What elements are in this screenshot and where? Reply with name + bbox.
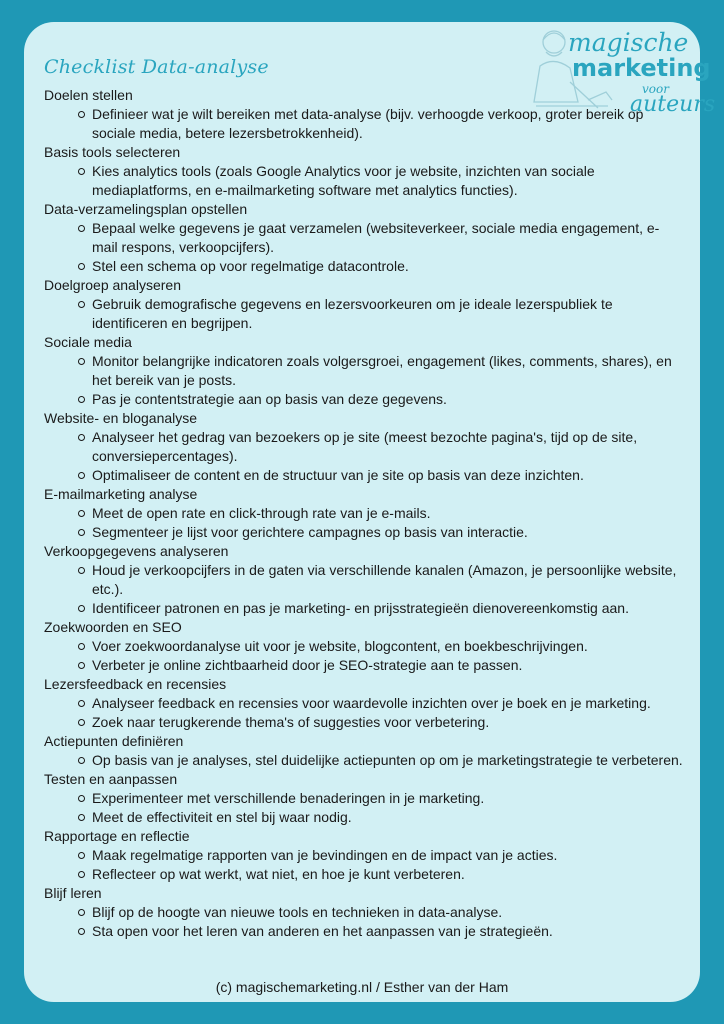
logo-line-auteurs: auteurs	[630, 92, 716, 117]
list-item: Reflecteer op wat werkt, wat niet, en hoe je kunt verbeteren.	[92, 865, 684, 884]
list-item: Experimenteer met verschillende benaderingen in je marketing.	[92, 789, 684, 808]
section-heading: Doelgroep analyseren	[44, 277, 181, 293]
section-heading: Blijf leren	[44, 885, 102, 901]
section-heading: Verkoopgegevens analyseren	[44, 543, 229, 559]
section-item-list	[44, 751, 684, 770]
checklist-section	[44, 143, 684, 200]
checklist-card	[24, 22, 716, 1002]
list-item: Meet de open rate en click-through rate van je e-mails.	[92, 504, 684, 523]
section-item-list	[44, 561, 684, 618]
section-item-list	[44, 504, 684, 542]
checklist-section	[44, 618, 684, 675]
list-item: Op basis van je analyses, stel duidelijke actiepunten op om je marketingstrategie te verbeteren.	[92, 752, 683, 768]
checklist-section	[44, 884, 684, 941]
checklist-section	[44, 770, 684, 827]
list-item: Blijf op de hoogte van nieuwe tools en technieken in data-analyse.	[92, 903, 684, 922]
section-item-list	[44, 903, 684, 941]
list-item: Bepaal welke gegevens je gaat verzamelen (websiteverkeer, sociale media engagement, e-mail respons, verkoopcijfers).	[92, 219, 684, 257]
list-item: Optimaliseer de content en de structuur van je site op basis van deze inzichten.	[92, 466, 684, 485]
list-item: Houd je verkoopcijfers in de gaten via verschillende kanalen (Amazon, je persoonlijke website, etc.).	[92, 561, 684, 599]
section-heading: Zoekwoorden en SEO	[44, 619, 182, 635]
checklist-section	[44, 409, 684, 485]
list-item: Gebruik demografische gegevens en lezersvoorkeuren om je ideale lezerspubliek te identificeren en begrijpen.	[92, 295, 684, 333]
list-item: Definieer wat je wilt bereiken met data-analyse (bijv. verhoogde verkoop, groter bereik op sociale media, betere lezersbetrokkenheid).	[92, 105, 684, 143]
logo-line-marketing: marketing	[572, 54, 711, 82]
section-heading: E-mailmarketing analyse	[44, 486, 198, 502]
section-heading: Basis tools selecteren	[44, 144, 181, 160]
logo-line-voor: voor	[642, 82, 669, 96]
list-item: Monitor belangrijke indicatoren zoals volgersgroei, engagement (likes, comments, shares), en het bereik van je posts.	[92, 352, 684, 390]
list-item: Verbeter je online zichtbaarheid door je SEO-strategie aan te passen.	[92, 656, 684, 675]
checklist-sections	[44, 86, 684, 941]
list-item: Segmenteer je lijst voor gerichtere campagnes op basis van interactie.	[92, 523, 684, 542]
checklist-section	[44, 200, 684, 276]
checklist-section	[44, 333, 684, 409]
section-item-list	[44, 352, 684, 409]
list-item: Analyseer feedback en recensies voor waardevolle inzichten over je boek en je marketing.	[92, 694, 684, 713]
page-title: Checklist Data-analyse	[44, 56, 269, 78]
section-item-list	[44, 295, 684, 333]
section-item-list	[44, 694, 684, 732]
copyright-footer: (c) magischemarketing.nl / Esther van der Ham	[215, 979, 509, 995]
section-item-list	[44, 162, 684, 200]
list-item: Identificeer patronen en pas je marketing- en prijsstrategieën dienovereenkomstig aan.	[92, 599, 684, 618]
checklist-section	[44, 276, 684, 333]
list-item: Pas je contentstrategie aan op basis van deze gegevens.	[92, 390, 684, 409]
section-heading: Actiepunten definiëren	[44, 733, 184, 749]
section-item-list	[44, 105, 684, 143]
section-heading: Rapportage en reflectie	[44, 828, 190, 844]
checklist-section	[44, 485, 684, 542]
list-item: Sta open voor het leren van anderen en het aanpassen van je strategieën.	[92, 922, 684, 941]
logo-line-magische: magische	[568, 28, 689, 57]
checklist-section	[44, 827, 684, 884]
section-item-list	[44, 219, 684, 276]
list-item: Analyseer het gedrag van bezoekers op je site (meest bezochte pagina's, tijd op de site, conversiepercentages).	[92, 428, 684, 466]
list-item: Maak regelmatige rapporten van je bevindingen en de impact van je acties.	[92, 846, 684, 865]
list-item: Meet de effectiviteit en stel bij waar nodig.	[92, 808, 684, 827]
list-item: Zoek naar terugkerende thema's of suggesties voor verbetering.	[92, 713, 684, 732]
checklist-section	[44, 542, 684, 618]
section-heading: Testen en aanpassen	[44, 771, 178, 787]
section-item-list	[44, 846, 684, 884]
section-item-list	[44, 789, 684, 827]
checklist-section	[44, 732, 684, 770]
section-heading: Data-verzamelingsplan opstellen	[44, 201, 248, 217]
checklist-section	[44, 86, 684, 143]
section-heading: Doelen stellen	[44, 87, 133, 103]
checklist-section	[44, 675, 684, 732]
section-heading: Website- en bloganalyse	[44, 410, 198, 426]
section-item-list	[44, 637, 684, 675]
section-heading: Lezersfeedback en recensies	[44, 676, 227, 692]
list-item: Stel een schema op voor regelmatige datacontrole.	[92, 257, 684, 276]
section-heading: Sociale media	[44, 334, 132, 350]
list-item: Kies analytics tools (zoals Google Analytics voor je website, inzichten van sociale mediaplatforms, en e-mailmarketing software met analytics functies).	[92, 162, 684, 200]
section-item-list	[44, 428, 684, 485]
list-item: Voer zoekwoordanalyse uit voor je website, blogcontent, en boekbeschrijvingen.	[92, 637, 684, 656]
